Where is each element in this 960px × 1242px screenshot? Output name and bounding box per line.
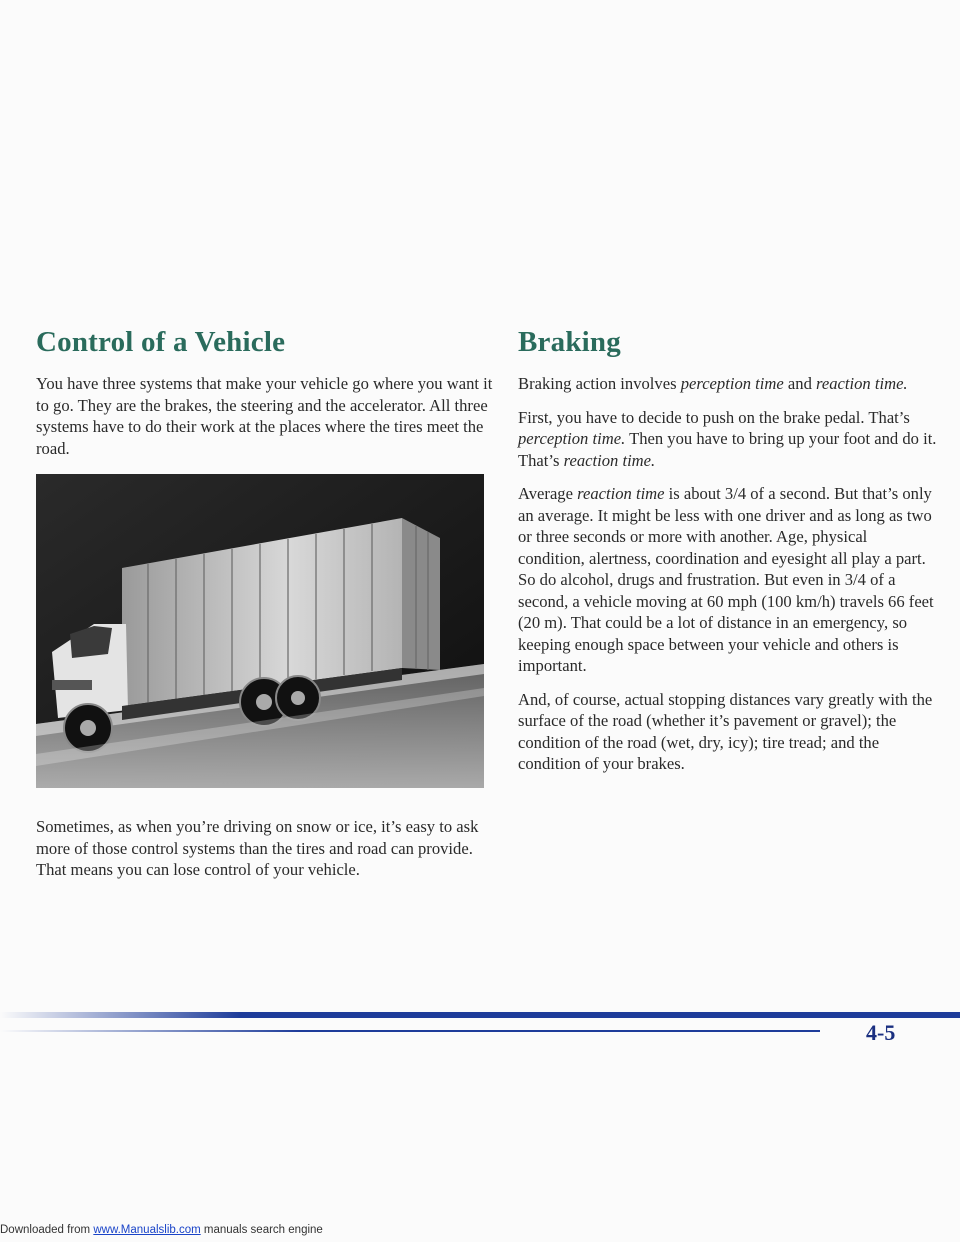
right-column <box>518 326 938 787</box>
emphasis-reaction: reaction time <box>577 484 665 503</box>
section-title-control: Control of a Vehicle <box>36 326 286 358</box>
footer-rule-fade <box>0 1012 240 1018</box>
emphasis-perception: perception time <box>680 374 784 393</box>
braking-paragraph-3 <box>518 483 938 677</box>
text-span: and <box>783 374 817 393</box>
manualslib-link[interactable]: www.Manualslib.com <box>93 1224 201 1236</box>
left-column <box>36 326 506 471</box>
braking-paragraph-4: And, of course, actual stopping distances vary greatly with the surface of the road (whether it’s pavement or gravel); the condition of the road (wet, dry, icy); tire tread; and the condition of your brakes. <box>518 689 933 773</box>
control-warning-paragraph: Sometimes, as when you’re driving on snow or ice, it’s easy to ask more of those control systems than the tires and road can provide. That means you can lose control of your vehicle. <box>36 817 479 879</box>
footer-suffix: manuals search engine <box>200 1224 323 1236</box>
text-span: Then you have to bring up your foot and do it. That’s <box>518 429 937 470</box>
control-intro-paragraph: You have three systems that make your vehicle go where you want it to go. They are the brakes, the steering and the accelerator. All three systems have to do their work at the places where the tires meet the road. <box>36 374 493 458</box>
text-span: First, you have to decide to push on the brake pedal. That’s <box>518 407 910 427</box>
page-number: 4-5 <box>866 1020 896 1045</box>
text-span: Braking action involves <box>518 374 681 393</box>
braking-paragraph-1 <box>518 373 938 395</box>
download-footer <box>0 1224 323 1236</box>
section-title-braking: Braking <box>518 326 621 358</box>
text-span: is about 3/4 of a second. But that’s only an average. It might be less with one driver and as long as two or three seconds or more with another. Age, physical condition, alertness, coordination and eyesight all play a part. So do alcohol, drugs and frustration. But even in 3/4 of a second, a vehicle moving at 60 mph (100 km/h) travels 66 feet (20 m). That could be a lot of distance in an emergency, so keeping enough space between your vehicle and others is important. <box>518 484 934 675</box>
text-span: Average <box>518 484 578 503</box>
after-photo-text <box>36 816 506 893</box>
truck-photo <box>36 474 484 788</box>
emphasis-perception: perception time. <box>518 429 626 448</box>
emphasis-reaction: reaction time. <box>563 450 656 470</box>
braking-paragraph-2 <box>518 407 938 472</box>
footer-prefix: Downloaded from <box>0 1224 94 1236</box>
footer-rule-fade <box>0 1030 300 1032</box>
emphasis-reaction: reaction time. <box>816 374 908 393</box>
